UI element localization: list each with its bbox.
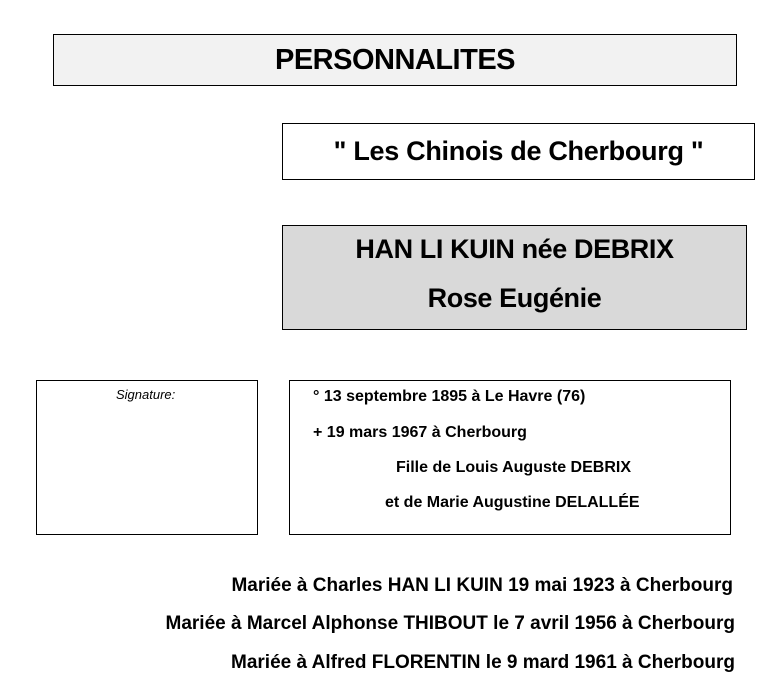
- signature-box: [36, 380, 258, 535]
- person-name-box: [282, 225, 747, 330]
- signature-label: Signature:: [116, 387, 176, 402]
- person-given-names: Rose Eugénie: [427, 283, 602, 313]
- title-box: [53, 34, 737, 86]
- page-title: PERSONNALITES: [274, 43, 516, 76]
- person-full-name: HAN LI KUIN née DEBRIX: [355, 234, 674, 264]
- father-info: Fille de Louis Auguste DEBRIX: [396, 459, 631, 476]
- subtitle-box: [282, 123, 755, 180]
- marriage-entry: Mariée à Charles HAN LI KUIN 19 mai 1923 à Cherbourg: [231, 575, 733, 596]
- mother-info: et de Marie Augustine DELALLÉE: [385, 494, 640, 511]
- page-subtitle: " Les Chinois de Cherbourg ": [333, 136, 704, 166]
- death-info: + 19 mars 1967 à Cherbourg: [313, 424, 527, 441]
- birth-info: ° 13 septembre 1895 à Le Havre (76): [313, 388, 586, 405]
- marriage-entry: Mariée à Marcel Alphonse THIBOUT le 7 avril 1956 à Cherbourg: [165, 613, 735, 634]
- biography-box: [289, 380, 731, 535]
- marriage-entry: Mariée à Alfred FLORENTIN le 9 mard 1961 à Cherbourg: [231, 652, 735, 673]
